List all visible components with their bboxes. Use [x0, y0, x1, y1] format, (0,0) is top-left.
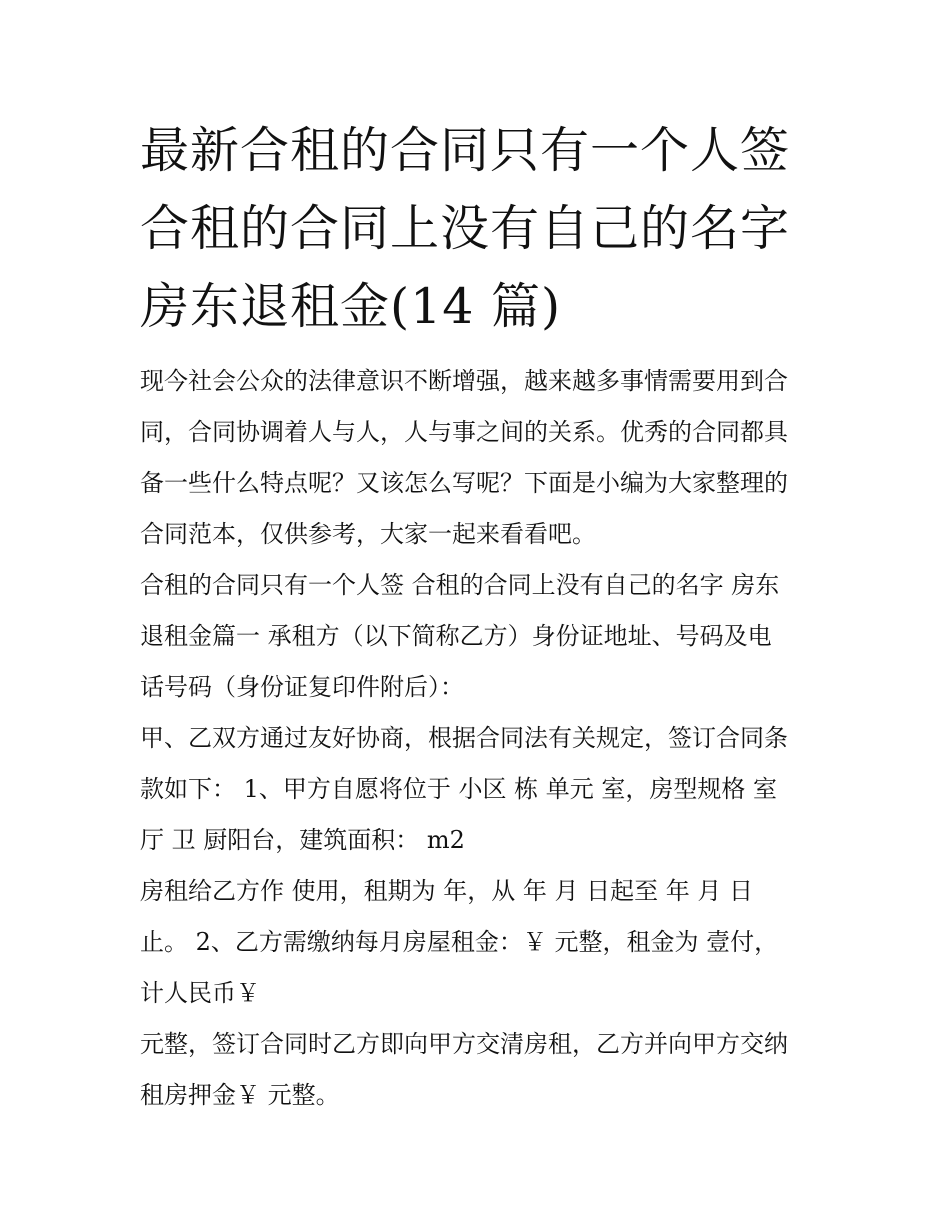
- body-line-14: 元整，签订合同时乙方即向甲方交清房租，乙方并向甲方交纳: [140, 1030, 788, 1058]
- body-line-10: 厅 卫 厨阳台，建筑面积： m2: [140, 826, 465, 854]
- body-line-8: 甲、乙双方通过友好协商，根据合同法有关规定，签订合同条: [140, 724, 788, 752]
- body-line-3: 备一些什么特点呢？又该怎么写呢？下面是小编为大家整理的: [140, 469, 788, 497]
- body-line-5: 合租的合同只有一个人签 合租的合同上没有自己的名字 房东: [140, 571, 780, 599]
- title-line-3: 房东退租金(14 篇): [140, 278, 562, 335]
- title-line-2: 合租的合同上没有自己的名字: [140, 200, 791, 257]
- body-line-9: 款如下： 1、甲方自愿将位于 小区 栋 单元 室，房型规格 室: [140, 775, 778, 803]
- body-line-11: 房租给乙方作 使用，租期为 年，从 年 月 日起至 年 月 日: [140, 877, 754, 905]
- body-line-6: 退租金篇一 承租方（以下简称乙方）身份证地址、号码及电: [140, 622, 772, 650]
- document-title: [140, 112, 820, 346]
- body-line-4: 合同范本，仅供参考，大家一起来看看吧。: [140, 520, 596, 548]
- body-line-7: 话号码（身份证复印件附后）：: [140, 673, 464, 701]
- body-line-13: 计人民币￥: [140, 979, 260, 1007]
- body-line-12: 止。 2、乙方需缴纳每月房屋租金：￥ 元整，租金为 壹付，: [140, 928, 779, 956]
- body-line-15: 租房押金￥ 元整。: [140, 1081, 340, 1109]
- title-line-1: 最新合租的合同只有一个人签: [140, 122, 791, 179]
- body-line-1: 现今社会公众的法律意识不断增强，越来越多事情需要用到合: [140, 367, 788, 395]
- body-line-2: 同，合同协调着人与人，人与事之间的关系。优秀的合同都具: [140, 418, 788, 446]
- document-body: [140, 356, 820, 1121]
